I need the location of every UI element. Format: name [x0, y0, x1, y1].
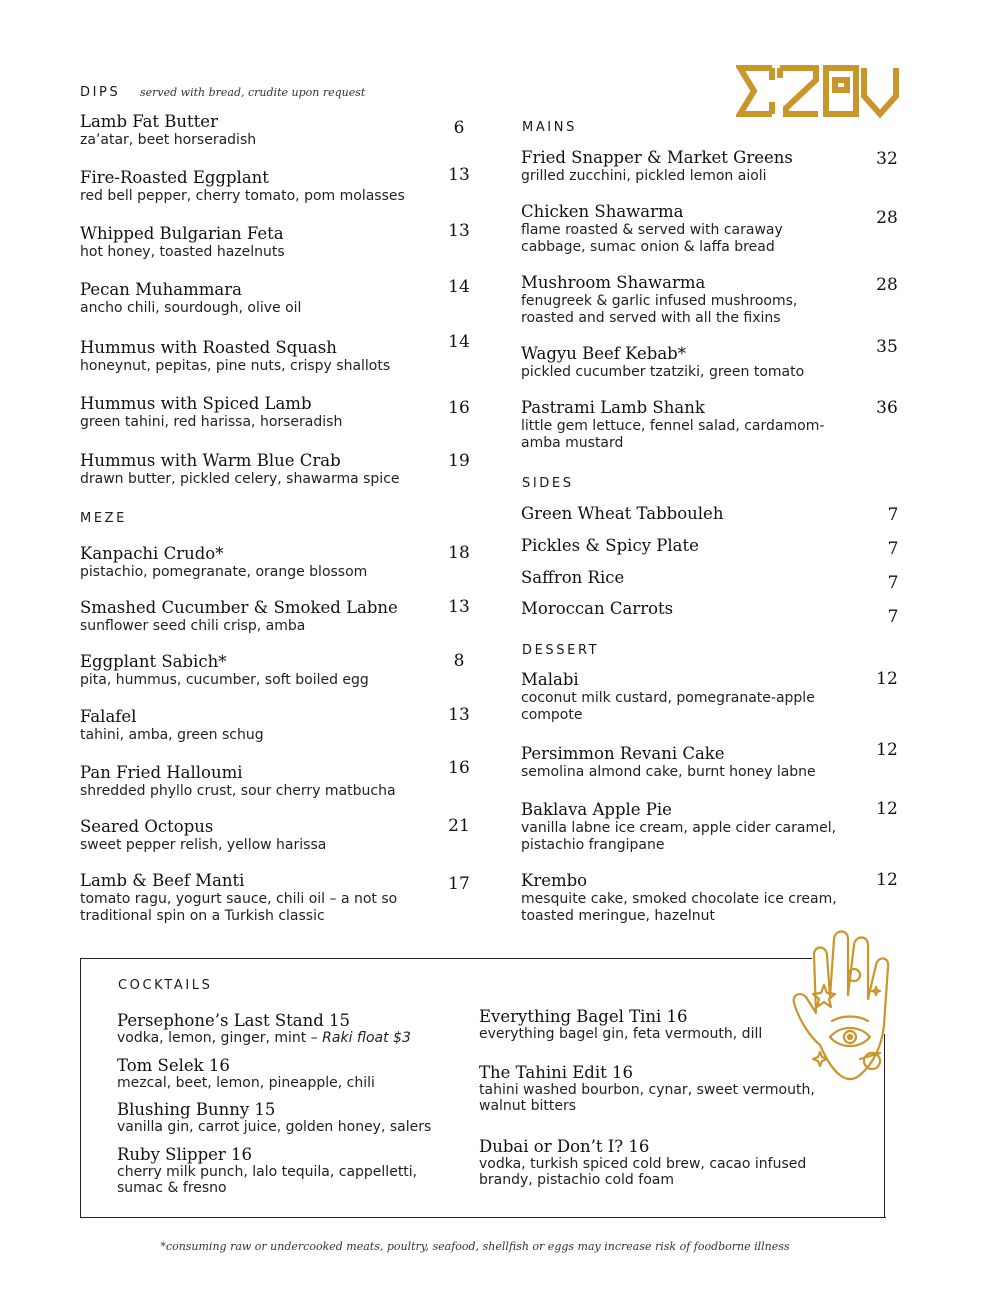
cocktail-name: Dubai or Don’t I? 16 [479, 1137, 650, 1156]
menu-item [521, 398, 841, 452]
menu-item [80, 817, 440, 854]
cocktail-name: Persephone’s Last Stand 15 [117, 1011, 351, 1030]
item-price: 17 [448, 874, 470, 894]
item-desc: hot honey, toasted hazelnuts [80, 244, 285, 260]
cocktail-item [479, 1008, 779, 1042]
cocktail-desc: mezcal, beet, lemon, pineapple, chili [117, 1075, 375, 1091]
item-desc: tahini, amba, green schug [80, 727, 264, 743]
cocktail-item [479, 1064, 824, 1114]
cocktail-addon: Raki float $3 [322, 1030, 411, 1046]
item-price: 14 [448, 277, 470, 297]
menu-item [80, 224, 440, 261]
menu-item [521, 273, 821, 327]
menu-item [80, 652, 440, 689]
item-price: 21 [448, 816, 470, 836]
menu-item [521, 744, 851, 781]
menu-item [80, 394, 440, 431]
item-price: 36 [876, 398, 898, 418]
item-desc: flame roasted & served with caraway cabbage, sumac onion & laffa bread [521, 222, 783, 255]
dessert-heading: DESSERT [522, 643, 600, 658]
item-desc: tomato ragu, yogurt sauce, chili oil – a not so traditional spin on a Turkish classic [80, 891, 398, 924]
item-desc: little gem lettuce, fennel salad, cardamom-amba mustard [521, 418, 825, 451]
item-price: 16 [448, 758, 470, 778]
item-desc: ancho chili, sourdough, olive oil [80, 300, 302, 316]
item-name: Hummus with Spiced Lamb [80, 394, 312, 413]
menu-item [80, 338, 440, 375]
cocktail-desc: vodka, lemon, ginger, mint – Raki float $3 [117, 1030, 411, 1046]
item-name: Krembo [521, 871, 588, 890]
cocktails-heading: COCKTAILS [118, 978, 213, 993]
item-name: Hummus with Roasted Squash [80, 338, 337, 357]
menu-item [521, 800, 846, 854]
item-name: Baklava Apple Pie [521, 800, 672, 819]
mains-heading: MAINS [522, 120, 577, 135]
menu-item [80, 871, 420, 925]
item-price: 13 [448, 165, 470, 185]
cocktail-item [117, 1057, 457, 1091]
cocktail-name: Blushing Bunny 15 [117, 1100, 276, 1119]
menu-item [80, 598, 440, 635]
menu-item [521, 599, 851, 619]
item-desc: semolina almond cake, burnt honey labne [521, 764, 816, 780]
meze-heading: MEZE [80, 511, 127, 526]
item-price: 8 [453, 651, 465, 671]
cocktail-desc: everything bagel gin, feta vermouth, dill [479, 1026, 763, 1042]
menu-item [521, 202, 801, 256]
item-name: Persimmon Revani Cake [521, 744, 725, 763]
item-name: Mushroom Shawarma [521, 273, 706, 292]
item-name: Green Wheat Tabbouleh [521, 504, 724, 523]
hamsa-hand-icon [790, 925, 925, 1095]
menu-item [80, 280, 440, 317]
item-price: 16 [448, 398, 470, 418]
item-desc: pita, hummus, cucumber, soft boiled egg [80, 672, 369, 688]
cocktail-desc: cherry milk punch, lalo tequila, cappelletti, sumac & fresno [117, 1164, 418, 1196]
cocktails-box-top-border [80, 958, 812, 959]
item-name: Chicken Shawarma [521, 202, 684, 221]
item-price: 12 [876, 799, 898, 819]
item-desc: red bell pepper, cherry tomato, pom molasses [80, 188, 405, 204]
item-name: Smashed Cucumber & Smoked Labne [80, 598, 398, 617]
cocktail-name: The Tahini Edit 16 [479, 1063, 634, 1082]
item-name: Malabi [521, 670, 579, 689]
item-price: 12 [876, 669, 898, 689]
item-price: 12 [876, 870, 898, 890]
item-price: 7 [887, 539, 899, 559]
item-desc: pistachio, pomegranate, orange blossom [80, 564, 368, 580]
item-price: 35 [876, 337, 898, 357]
item-price: 28 [876, 208, 898, 228]
item-name: Saffron Rice [521, 568, 625, 587]
ezov-logo [736, 62, 902, 120]
item-name: Whipped Bulgarian Feta [80, 224, 284, 243]
item-desc: green tahini, red harissa, horseradish [80, 414, 343, 430]
menu-item [521, 344, 851, 381]
menu-item [521, 148, 851, 185]
item-name: Hummus with Warm Blue Crab [80, 451, 341, 470]
item-name: Pecan Muhammara [80, 280, 242, 299]
cocktail-desc: vanilla gin, carrot juice, golden honey, salers [117, 1119, 432, 1135]
menu-item [80, 168, 440, 205]
cocktail-desc: vodka, turkish spiced cold brew, cacao infused brandy, pistachio cold foam [479, 1156, 807, 1188]
menu-item [521, 504, 851, 524]
footnote: *consuming raw or undercooked meats, poultry, seafood, shellfish or eggs may increase risk of foodborne illness [160, 1240, 790, 1253]
item-name: Kanpachi Crudo* [80, 544, 224, 563]
item-desc: mesquite cake, smoked chocolate ice cream, toasted meringue, hazelnut [521, 891, 837, 924]
sides-heading: SIDES [522, 476, 574, 491]
item-name: Fried Snapper & Market Greens [521, 148, 793, 167]
item-name: Pastrami Lamb Shank [521, 398, 705, 417]
item-desc: za’atar, beet horseradish [80, 132, 257, 148]
item-price: 32 [876, 149, 898, 169]
menu-item [80, 112, 440, 149]
item-price: 19 [448, 451, 470, 471]
item-name: Fire-Roasted Eggplant [80, 168, 269, 187]
item-price: 13 [448, 705, 470, 725]
item-desc: coconut milk custard, pomegranate-apple compote [521, 690, 815, 723]
menu-item [521, 536, 851, 556]
item-desc: sweet pepper relish, yellow harissa [80, 837, 327, 853]
cocktail-name: Tom Selek 16 [117, 1056, 230, 1075]
item-desc: drawn butter, pickled celery, shawarma spice [80, 471, 400, 487]
item-name: Lamb & Beef Manti [80, 871, 245, 890]
menu-item [80, 544, 440, 581]
item-name: Pickles & Spicy Plate [521, 536, 699, 555]
item-price: 18 [448, 543, 470, 563]
cocktail-item [117, 1101, 457, 1135]
item-price: 7 [887, 505, 899, 525]
item-desc: shredded phyllo crust, sour cherry matbucha [80, 783, 396, 799]
menu-item [80, 707, 440, 744]
dips-note: served with bread, crudite upon request [140, 86, 366, 99]
item-price: 13 [448, 597, 470, 617]
item-price: 6 [453, 118, 465, 138]
cocktail-name: Everything Bagel Tini 16 [479, 1007, 688, 1026]
cocktail-item [117, 1012, 457, 1046]
item-price: 7 [887, 573, 899, 593]
item-desc: sunflower seed chili crisp, amba [80, 618, 306, 634]
item-desc: fenugreek & garlic infused mushrooms, roasted and served with all the fixins [521, 293, 798, 326]
item-name: Wagyu Beef Kebab* [521, 344, 686, 363]
menu-item [521, 670, 841, 724]
item-price: 28 [876, 275, 898, 295]
item-name: Pan Fried Halloumi [80, 763, 243, 782]
item-name: Eggplant Sabich* [80, 652, 227, 671]
menu-item [521, 568, 851, 588]
item-name: Lamb Fat Butter [80, 112, 218, 131]
item-desc: honeynut, pepitas, pine nuts, crispy shallots [80, 358, 391, 374]
item-price: 14 [448, 332, 470, 352]
dips-heading: DIPS [80, 85, 121, 100]
item-price: 13 [448, 221, 470, 241]
item-name: Moroccan Carrots [521, 599, 674, 618]
item-name: Falafel [80, 707, 137, 726]
item-desc: pickled cucumber tzatziki, green tomato [521, 364, 805, 380]
cocktail-item [117, 1146, 447, 1196]
cocktail-name: Ruby Slipper 16 [117, 1145, 253, 1164]
menu-item [521, 871, 846, 925]
cocktail-desc: tahini washed bourbon, cynar, sweet vermouth, walnut bitters [479, 1082, 815, 1114]
item-desc: vanilla labne ice cream, apple cider caramel, pistachio frangipane [521, 820, 837, 853]
menu-item [80, 451, 440, 488]
menu-item [80, 763, 440, 800]
item-price: 7 [887, 607, 899, 627]
item-name: Seared Octopus [80, 817, 214, 836]
cocktail-item [479, 1138, 824, 1188]
item-price: 12 [876, 740, 898, 760]
item-desc: grilled zucchini, pickled lemon aioli [521, 168, 767, 184]
